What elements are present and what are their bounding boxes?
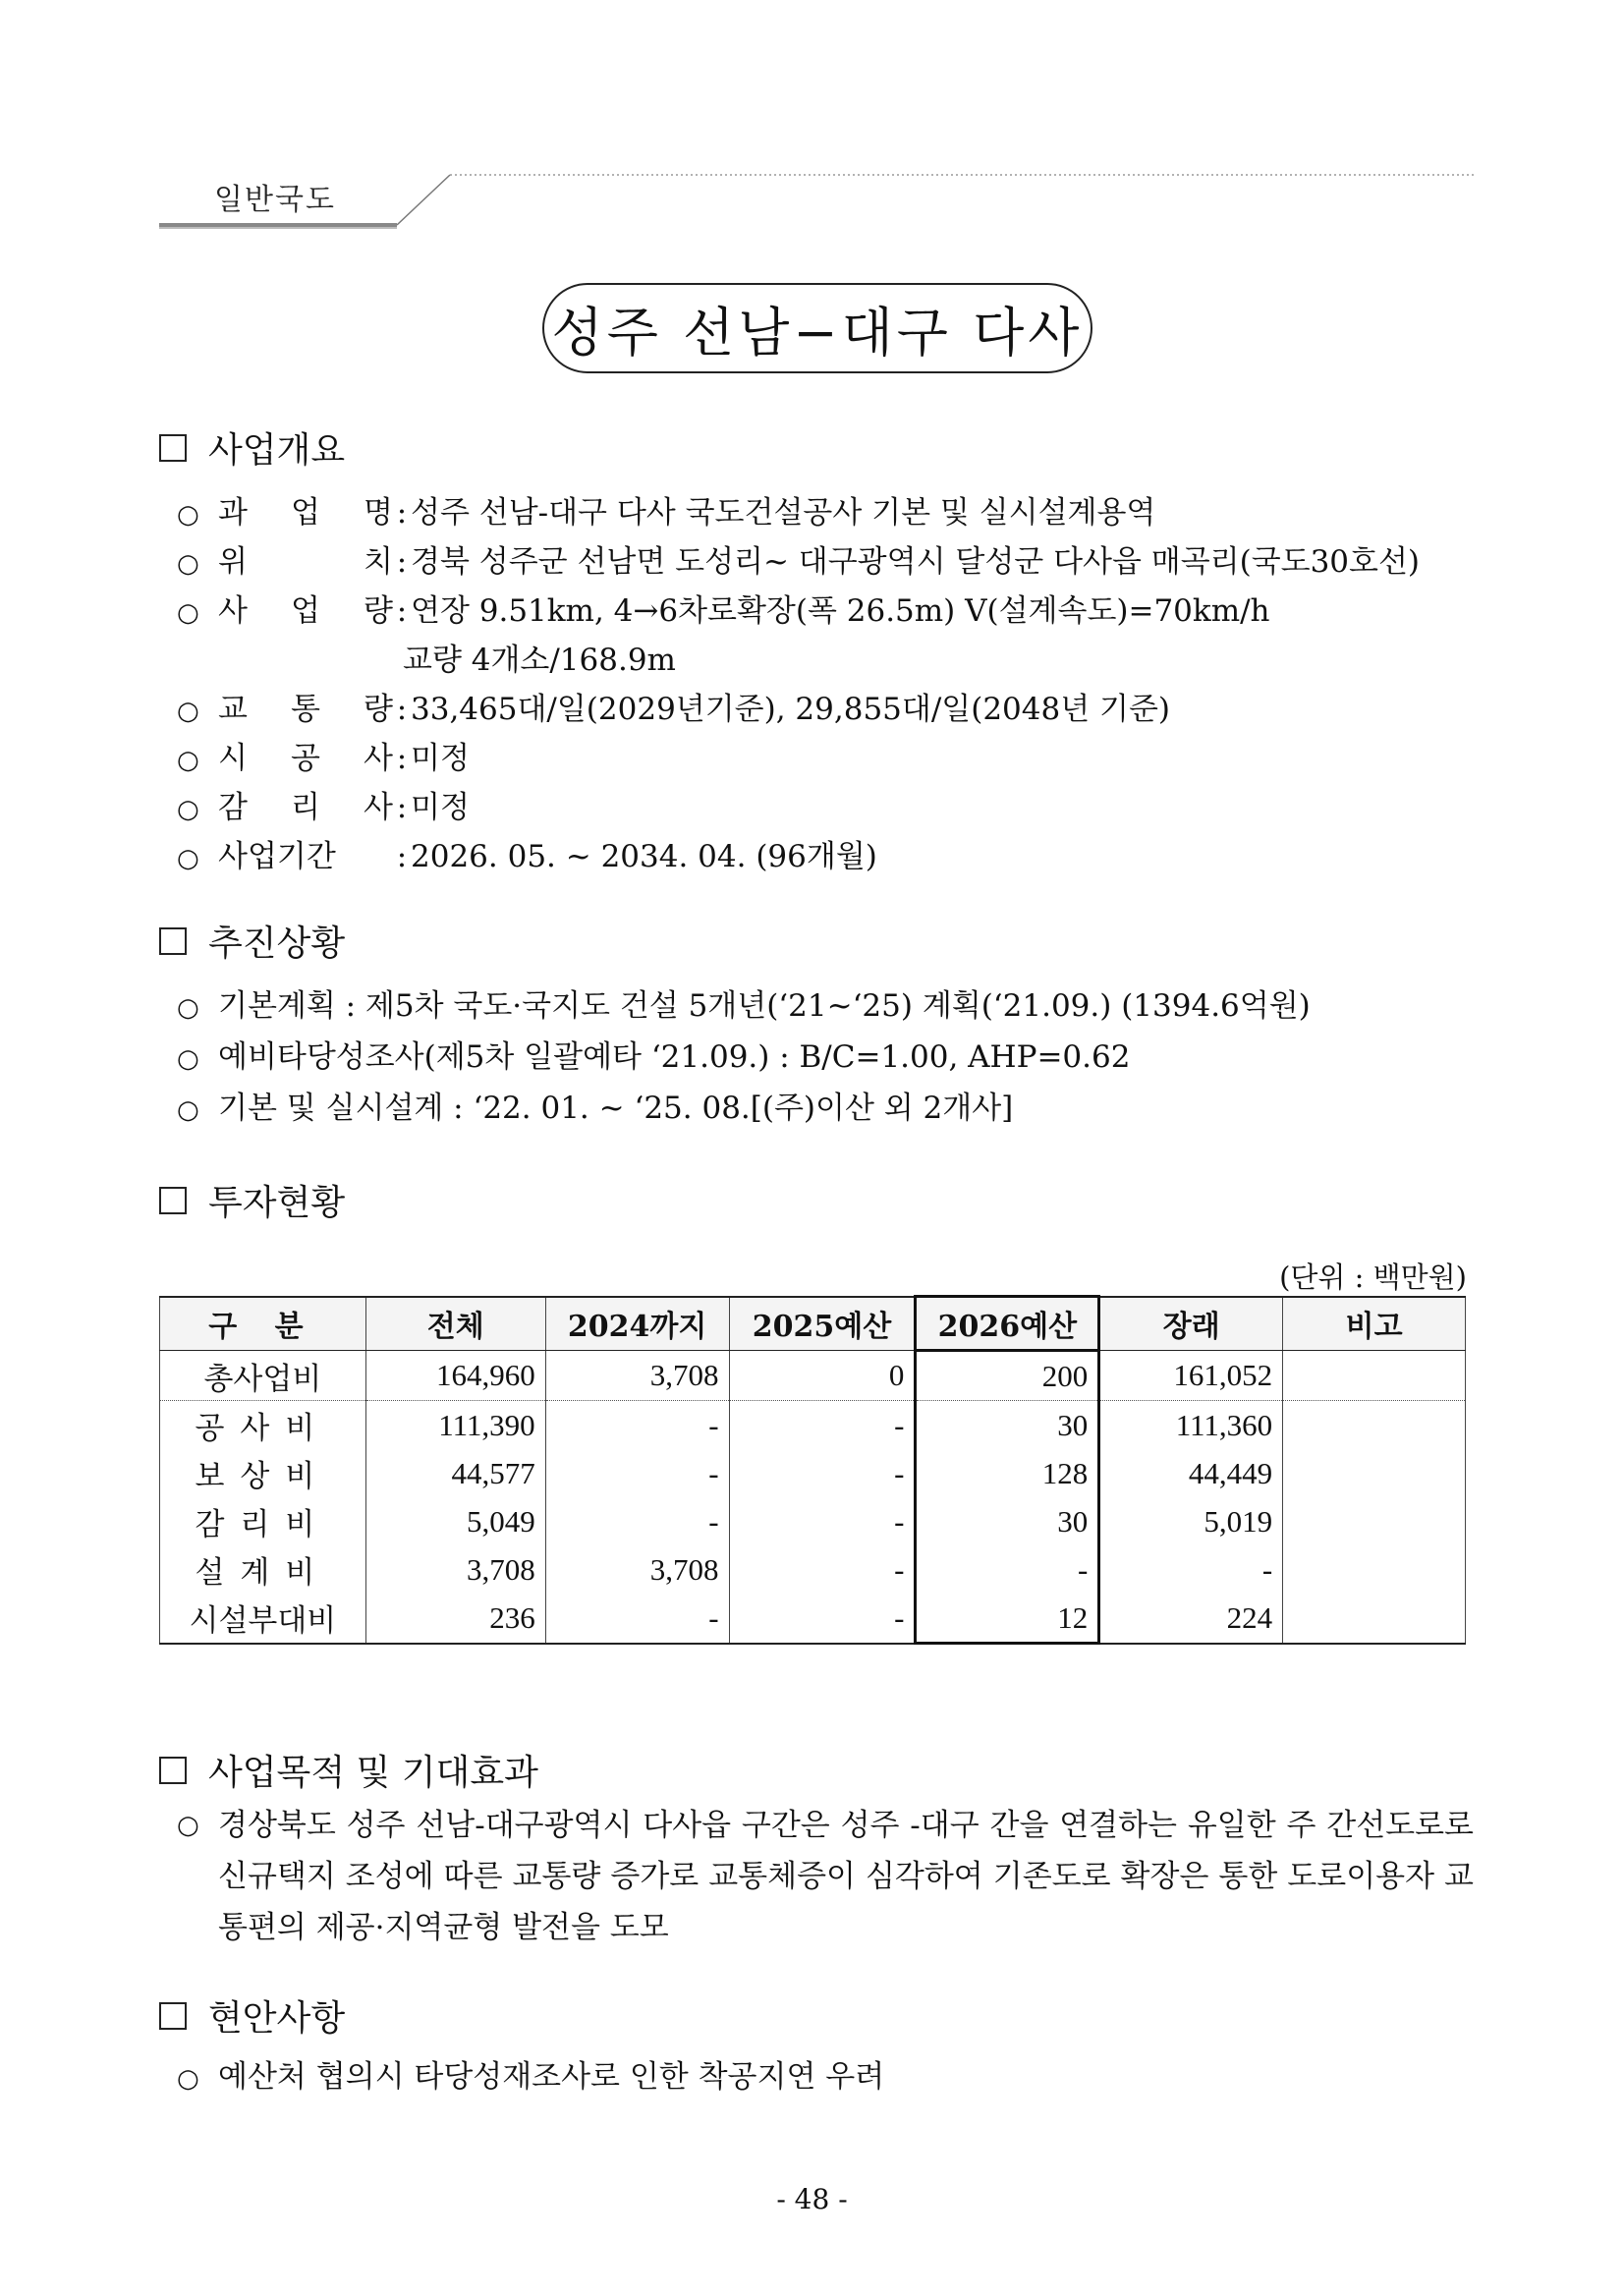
purpose-text: 경상북도 성주 선남-대구광역시 다사읍 구간은 성주 -대구 간을 연결하는 유일한 주 간선도로로 신규택지 조성에 따른 교통량 증가로 교통체증이 심각하여 기존도로 확장은 통한 도로이용자 교통편의 제공·지역균형 발전을 도모 — [218, 1808, 1474, 1945]
col-header: 비고 — [1283, 1297, 1466, 1351]
table-row: 총사업비 164,960 3,708 0 200 161,052 — [160, 1351, 1466, 1401]
bullet-circle-icon: ○ — [177, 500, 199, 530]
col-header: 2025예산 — [729, 1297, 916, 1351]
category-label: 일반국도 — [214, 183, 336, 217]
checkbox-square-icon — [159, 927, 187, 955]
page-title: 성주 선남−대구 다사 — [542, 283, 1092, 373]
bullet-circle-icon: ○ — [177, 598, 199, 628]
investment-table — [159, 1295, 1466, 1645]
col-header: 장래 — [1099, 1297, 1283, 1351]
bullet-circle-icon: ○ — [177, 2064, 199, 2094]
progress-item: ○ 예비타당성조사(제5차 일괄예타 ‘21.09.) : B/C=1.00, AHP=0.62 — [177, 1039, 1131, 1075]
section-issues-heading: 현안사항 — [159, 1990, 345, 2041]
section-investment-heading: 투자현황 — [159, 1175, 345, 1225]
table-row: 설계비 3,708 3,708 - - - — [160, 1545, 1466, 1594]
overview-item: ○ 사 업 량 : 연장 9.51km, 4→6차로확장(폭 26.5m) V(설계속도)=70km/h — [177, 593, 1270, 629]
checkbox-square-icon — [159, 434, 187, 462]
section-progress-heading: 추진상황 — [159, 916, 345, 966]
overview-item: ○ 감 리 사 : 미정 — [177, 790, 470, 825]
bullet-circle-icon: ○ — [177, 1044, 199, 1074]
issues-item: ○ 예산처 협의시 타당성재조사로 인한 착공지연 우려 — [177, 2059, 885, 2095]
bullet-circle-icon: ○ — [177, 795, 199, 824]
progress-item: ○ 기본계획 : 제5차 국도·국지도 건설 5개년(‘21~‘25) 계획(‘21.09.) (1394.6억원) — [177, 988, 1311, 1024]
page-number: - 48 - — [776, 2183, 848, 2215]
col-header: 전체 — [365, 1297, 545, 1351]
table-row: 감리비 5,049 - - 30 5,019 — [160, 1497, 1466, 1545]
col-header: 2024까지 — [545, 1297, 729, 1351]
bullet-circle-icon: ○ — [177, 746, 199, 775]
overview-item: ○ 교 통 량 : 33,465대/일(2029년기준), 29,855대/일(2048년 기준) — [177, 692, 1171, 727]
table-row: 공사비 111,390 - - 30 111,360 — [160, 1401, 1466, 1450]
table-unit-note: (단위 : 백만원) — [1279, 1260, 1467, 1294]
overview-scale-extra: 교량 4개소/168.9m — [403, 643, 676, 678]
table-row: 시설부대비 236 - - 12 224 — [160, 1594, 1466, 1644]
bullet-circle-icon: ○ — [177, 697, 199, 726]
section-overview-heading: 사업개요 — [159, 422, 345, 473]
section-purpose-heading: 사업목적 및 기대효과 — [159, 1745, 538, 1795]
checkbox-square-icon — [159, 1187, 187, 1214]
checkbox-square-icon — [159, 1757, 187, 1784]
progress-item: ○ 기본 및 실시설계 : ‘22. 01. ~ ‘25. 08.[(주)이산 외 2개사] — [177, 1091, 1014, 1126]
bullet-circle-icon: ○ — [177, 1095, 199, 1125]
purpose-item — [177, 1800, 1474, 1953]
col-header: 2026예산 — [916, 1297, 1099, 1351]
bullet-circle-icon: ○ — [177, 1811, 199, 1840]
overview-item: ○ 사업기간 : 2026. 05. ~ 2034. 04. (96개월) — [177, 839, 877, 874]
overview-item: ○ 시 공 사 : 미정 — [177, 741, 470, 776]
col-header: 구 분 — [160, 1297, 366, 1351]
bullet-circle-icon: ○ — [177, 993, 199, 1023]
bullet-circle-icon: ○ — [177, 549, 199, 579]
overview-item: ○ 위 치 : 경북 성주군 선남면 도성리~ 대구광역시 달성군 다사읍 매곡리(국도30호선) — [177, 544, 1421, 580]
overview-item: ○ 과 업 명 : 성주 선남-대구 다사 국도건설공사 기본 및 실시설계용역 — [177, 495, 1156, 531]
table-row: 보상비 44,577 - - 128 44,449 — [160, 1449, 1466, 1497]
table-header-row — [160, 1297, 1466, 1351]
bullet-circle-icon: ○ — [177, 844, 199, 873]
checkbox-square-icon — [159, 2002, 187, 2030]
